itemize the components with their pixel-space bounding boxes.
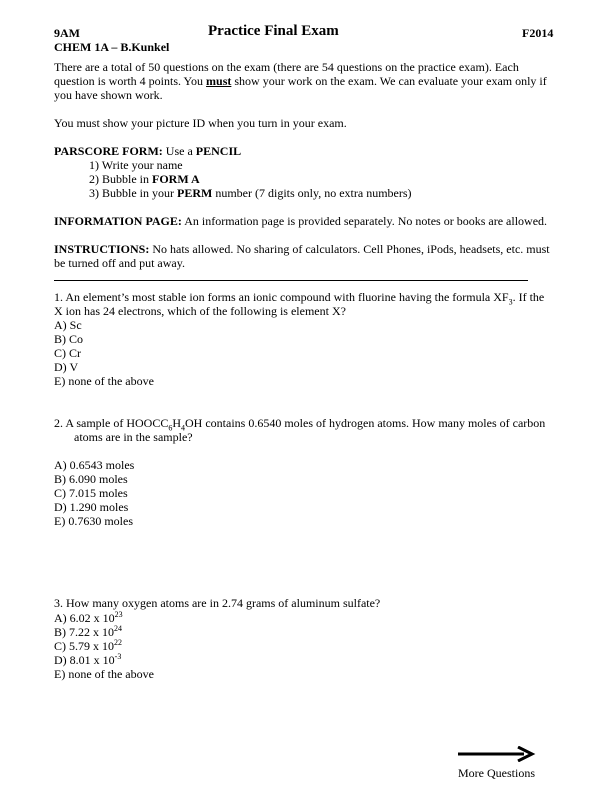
parscore-label: PARSCORE FORM: (54, 144, 163, 158)
q3-option-d-base: D) 8.01 x 10 (54, 653, 115, 667)
must-emphasis: must (206, 74, 232, 88)
q3-option-a (54, 611, 123, 625)
q2-stem-line-1 (54, 416, 554, 433)
info-page-label: INFORMATION PAGE: (54, 214, 182, 228)
parscore-form-a: FORM A (152, 172, 200, 186)
intro-line-2 (54, 74, 554, 88)
instructions-line-2: be turned off and put away. (54, 256, 185, 270)
q3-option-c (54, 639, 122, 653)
q1-option-b: B) Co (54, 332, 84, 346)
q1-stem-line-1 (54, 290, 554, 307)
intro-line-2c: show your work on the exam. We can evaluate your exam only if (231, 74, 547, 88)
q2-option-e: E) 0.7630 moles (54, 514, 133, 528)
instructions-label: INSTRUCTIONS: (54, 242, 150, 256)
divider (54, 280, 528, 281)
intro-line-3: you have shown work. (54, 88, 163, 102)
q2-stem-line-2: atoms are in the sample? (74, 430, 193, 444)
parscore-step-3 (89, 186, 412, 200)
parscore-step-3c: number (7 digits only, no extra numbers) (212, 186, 412, 200)
q2-option-b: B) 6.090 moles (54, 472, 128, 486)
q2-option-a: A) 0.6543 moles (54, 458, 135, 472)
info-page-text: An information page is provided separately. No notes or books are allowed. (181, 214, 548, 228)
q3-option-d (54, 653, 121, 667)
exam-time: 9AM (54, 26, 80, 40)
parscore-step-3a: 3) Bubble in your (89, 186, 177, 200)
parscore-heading (54, 144, 554, 158)
q3-option-c-exp: 22 (114, 638, 122, 647)
q2-option-d: D) 1.290 moles (54, 500, 129, 514)
exam-term: F2014 (522, 26, 554, 40)
info-page-line (54, 214, 554, 228)
parscore-step-1: 1) Write your name (89, 158, 183, 172)
q3-option-e (54, 667, 154, 681)
q3-option-b-base: B) 7.22 x 10 (54, 625, 114, 639)
q3-option-a-base: A) 6.02 x 10 (54, 611, 115, 625)
q3-option-e-base: E) none of the above (54, 667, 154, 681)
q3-stem: 3. How many oxygen atoms are in 2.74 grams of aluminum sulfate? (54, 596, 381, 610)
q3-option-d-exp: -3 (114, 652, 122, 661)
q3-option-a-exp: 23 (114, 610, 123, 619)
q2-option-c: C) 7.015 moles (54, 486, 128, 500)
q1-stem-1a: 1. An element’s most stable ion forms an ionic compound with fluorine having the formula XF (54, 290, 509, 304)
intro-line-1: There are a total of 50 questions on the exam (there are 54 questions on the practice exam). Each (54, 60, 519, 74)
q2-stem-1a: 2. A sample of HOOCC (54, 416, 169, 430)
q1-subscript: 3 (508, 297, 513, 307)
q1-option-e: E) none of the above (54, 374, 154, 388)
parscore-perm: PERM (177, 186, 213, 200)
parscore-pencil: PENCIL (195, 144, 242, 158)
q1-stem-line-2: X ion has 24 electrons, which of the following is element X? (54, 304, 346, 318)
q3-option-b (54, 625, 122, 639)
right-arrow-icon (458, 746, 536, 762)
parscore-step-2 (89, 172, 200, 186)
q2-stem-1c: OH contains 0.6540 moles of hydrogen atoms. How many moles of carbon (185, 416, 546, 430)
q1-option-c: C) Cr (54, 346, 81, 360)
intro-line-2a: question is worth 4 points. You (54, 74, 207, 88)
q3-option-b-exp: 24 (114, 624, 122, 633)
q2-sub-1: 6 (168, 423, 173, 433)
more-questions-label: More Questions (458, 766, 535, 780)
instructions-line-1 (54, 242, 554, 256)
q2-sub-2: 4 (181, 423, 186, 433)
q1-stem-1b: . If the (512, 290, 545, 304)
page-title: Practice Final Exam (208, 23, 339, 39)
instructions-text-1: No hats allowed. No sharing of calculators. Cell Phones, iPods, headsets, etc. must (149, 242, 550, 256)
q2-stem-1b: H (172, 416, 182, 430)
course-instructor: CHEM 1A – B.Kunkel (54, 40, 170, 54)
id-note: You must show your picture ID when you turn in your exam. (54, 116, 347, 130)
q1-option-d: D) V (54, 360, 79, 374)
q3-option-c-base: C) 5.79 x 10 (54, 639, 114, 653)
q1-option-a: A) Sc (54, 318, 82, 332)
parscore-step-2a: 2) Bubble in (89, 172, 152, 186)
parscore-use: Use a (162, 144, 196, 158)
